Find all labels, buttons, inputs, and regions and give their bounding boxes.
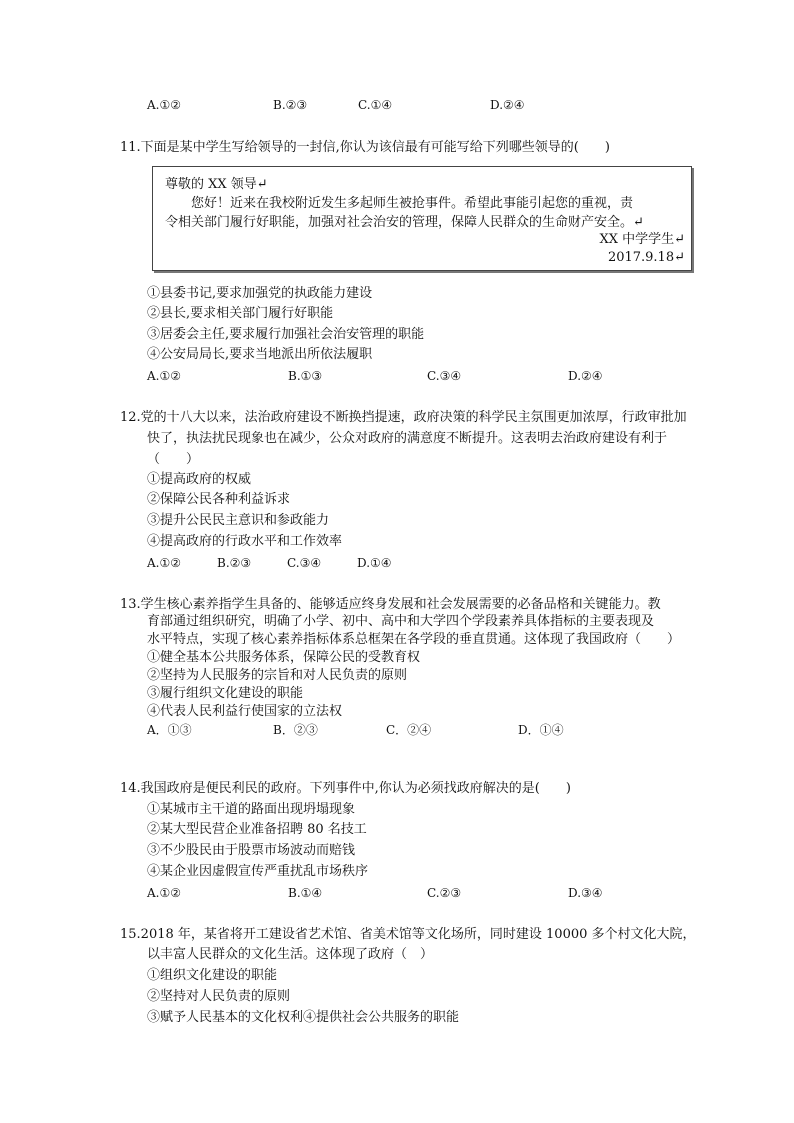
q13-stem-line-2: 育部通过组织研究，明确了小学、初中、高中和大学四个学段素养具体指标的主要表现及 (147, 614, 655, 629)
q11-letter-box (152, 166, 692, 271)
q11-item-1: ①县委书记,要求加强党的执政能力建设 (147, 286, 373, 301)
q14-option-a: A.①② (147, 886, 181, 900)
q11-item-4: ④公安局局长,要求当地派出所依法履职 (147, 347, 373, 362)
letter-body-line-2: 令相关部门履行好职能，加强对社会治安的管理，保障人民群众的生命财产安全。↵ (165, 215, 644, 230)
q15-item-1: ①组织文化建设的职能 (147, 968, 278, 983)
q13-option-b: B．②③ (273, 723, 318, 737)
q13-option-a: A．①③ (147, 723, 192, 737)
q13-stem-line-3: 水平特点，实现了核心素养指标体系总框架在各学段的垂直贯通。这体现了我国政府（ ） (147, 632, 681, 647)
letter-salutation: 尊敬的 XX 领导↵ (165, 177, 268, 192)
q12-option-b: B.②③ (217, 556, 252, 570)
q12-stem-line-1: 12.党的十八大以来，法治政府建设不断换挡提速，政府决策的科学民主氛围更加浓厚，行政审批加 (120, 410, 687, 425)
q13-option-c: C．②④ (386, 723, 432, 737)
q14-option-b: B.①④ (288, 886, 323, 900)
q13-item-3: ③履行组织文化建设的职能 (147, 686, 304, 701)
q13-stem-line-1: 13.学生核心素养指学生具备的、能够适应终身发展和社会发展需要的必备品格和关键能力。教 (120, 597, 661, 612)
q12-item-4: ④提高政府的行政水平和工作效率 (147, 534, 343, 549)
q14-item-1: ①某城市主干道的路面出现坍塌现象 (147, 802, 356, 817)
q10-option-d: D.②④ (490, 98, 525, 112)
q13-item-4: ④代表人民利益行使国家的立法权 (147, 704, 343, 719)
q15-stem-line-1: 15.2018 年，某省将开工建设省艺术馆、省美术馆等文化场所，同时建设 10000 多个村文化大院， (120, 927, 696, 942)
q10-option-c: C.①④ (358, 98, 393, 112)
q10-option-b: B.②③ (273, 98, 308, 112)
q15-stem-line-2: 以丰富人民群众的文化生活。这体现了政府（ ） (147, 947, 434, 962)
q12-stem-line-3: （ ） (147, 452, 200, 467)
letter-date: 2017.9.18↵ (607, 250, 685, 265)
q12-item-3: ③提升公民民主意识和参政能力 (147, 513, 330, 528)
q12-item-2: ②保障公民各种利益诉求 (147, 492, 291, 507)
q12-option-c: C.③④ (287, 556, 322, 570)
q11-option-d: D.②④ (568, 369, 603, 383)
q13-item-2: ②坚持为人民服务的宗旨和对人民负责的原则 (147, 668, 408, 683)
q11-item-2: ②县长,要求相关部门履行好职能 (147, 306, 334, 321)
q12-item-1: ①提高政府的权威 (147, 472, 252, 487)
q14-item-2: ②某大型民营企业准备招聘 80 名技工 (147, 822, 367, 837)
q11-option-c: C.③④ (427, 369, 462, 383)
q14-stem: 14.我国政府是便民利民的政府。下列事件中,你认为必须找政府解决的是( ) (120, 781, 571, 796)
q13-item-1: ①健全基本公共服务体系，保障公民的受教育权 (147, 650, 421, 665)
letter-body-line-1: 您好！近来在我校附近发生多起师生被抢事件。希望此事能引起您的重视，责 (191, 196, 634, 211)
q12-stem-line-2: 快了，执法扰民现象也在减少，公众对政府的满意度不断提升。这表明去治政府建设有利于 (147, 431, 668, 446)
q11-option-a: A.①② (147, 369, 181, 383)
q15-item-3: ③赋予人民基本的文化权利④提供社会公共服务的职能 (147, 1010, 460, 1025)
q14-item-4: ④某企业因虚假宣传严重扰乱市场秩序 (147, 864, 369, 879)
q14-option-c: C.②③ (427, 886, 462, 900)
q11-option-b: B.①③ (288, 369, 323, 383)
letter-signature: XX 中学学生↵ (599, 232, 685, 247)
q11-stem: 11.下面是某中学生写给领导的一封信,你认为该信最有可能写给下列哪些领导的( ) (120, 140, 610, 155)
q14-option-d: D.③④ (568, 886, 603, 900)
q14-item-3: ③不少股民由于股票市场波动而赔钱 (147, 843, 356, 858)
q13-option-d: D．①④ (518, 723, 564, 737)
q12-option-a: A.①② (147, 556, 181, 570)
q15-item-2: ②坚持对人民负责的原则 (147, 989, 291, 1004)
q12-option-d: D.①④ (357, 556, 392, 570)
q10-option-a: A.①② (147, 98, 181, 112)
q11-item-3: ③居委会主任,要求履行加强社会治安管理的职能 (147, 327, 425, 342)
